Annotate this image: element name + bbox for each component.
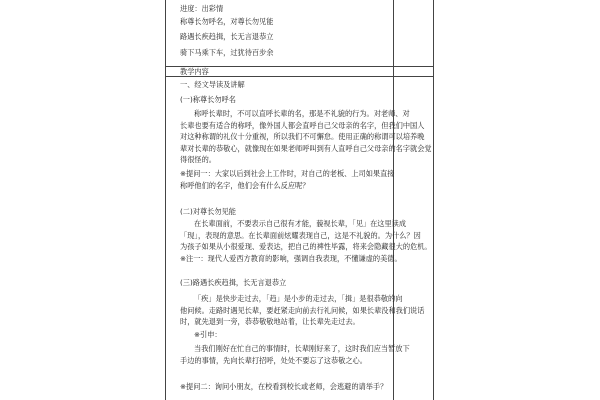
sub3-line: 他问候。走路时遇见长辈，要赶紧走向前去行礼问候，如果长辈没和我们说话 (180, 305, 425, 315)
sub1-line: 长辈也要有适合的称呼，像外国人都会直呼自己父母亲的名字，但我们中国人 (180, 120, 425, 130)
section-header: 教学内容 (180, 67, 209, 76)
sub3-title: (三)路遇长疾趋揖，长无言退恭立 (180, 278, 287, 287)
question1-line: 称呼他们的名字，他们会有什么反应呢？ (180, 180, 310, 190)
question-2: ※提问二：询问小朋友，在校看到校长或老师，会逃避的请举手？ (180, 382, 388, 391)
part-one-title: 一、经文导读及讲解 (180, 80, 245, 89)
table-divider-right (393, 0, 394, 400)
question-1 (180, 168, 394, 191)
sub3-line: 「疾」是快步走过去，「趋」是小步的走过去，「揖」是很恭敬的向 (194, 294, 403, 303)
table-border-right (433, 0, 434, 400)
sub2-line: ※注一：现代人爱西方教育的影响，强调自我表现，不懂谦虚的美德。 (180, 253, 402, 263)
sub2-line: 为孩子如果从小很爱现、爱表达，把自己的裨性毕露，将来会隐藏很大的危机。 (180, 242, 432, 252)
sub2-line: 在长辈面前，不要表示自己很有才能，藐视长辈，「见」在这里读成 (194, 219, 407, 228)
sub1-line: 对这种称谓的礼仪十分重视，所以我们不可懈怠。使用正确的称谓可以培养晚 (180, 132, 425, 142)
sub1-title: (一)称尊长勿呼名 (180, 95, 236, 104)
question1-line: ※提问一：大家以后到社会上工作时，对自己的老板、上司如果直接 (180, 169, 395, 178)
quote-line: 当我们刚好在忙自己的事情时，长辈刚好来了，这时我们应当暂放下 (194, 344, 410, 353)
table-border-left (165, 0, 166, 400)
sub2-line: 「现」，表现的意思。在长辈面前炫耀表现自己，这是不礼貌的。为什么？因 (180, 230, 421, 240)
quote-label: ※引申： (194, 330, 222, 339)
sub1-paragraph (180, 108, 432, 166)
quote-paragraph (180, 343, 410, 366)
sub3-line: 时，就先退到一旁，恭恭敬敬地站着，让长辈先走过去。 (180, 317, 360, 327)
objective-3: 骑下马乘下车，过犹待百步余 (180, 48, 274, 57)
sub3-paragraph (180, 293, 424, 328)
sub1-line: 得很怪的。 (180, 155, 216, 165)
progress-label: 进度：出彩情 (180, 4, 224, 13)
sub1-line: 辈对长辈的恭敬心，就像现在如果老师呼叫到有人直呼自己父母亲的名字就会觉 (180, 143, 432, 153)
objective-1: 称尊长勿呼名，对尊长勿见能 (180, 17, 274, 26)
sub2-title: (二)对尊长勿见能 (180, 207, 236, 216)
quote-line: 手边的事情，先向长辈打招呼，处处不要忘了这恭敬之心。 (180, 355, 367, 365)
sub1-line: 称呼长辈时，不可以直呼长辈的名，那是不礼貌的行为。对老师、对 (194, 109, 410, 118)
objective-2: 路遇长疾趋揖，长无言退恭立 (180, 32, 274, 41)
sub2-paragraph (180, 218, 432, 264)
